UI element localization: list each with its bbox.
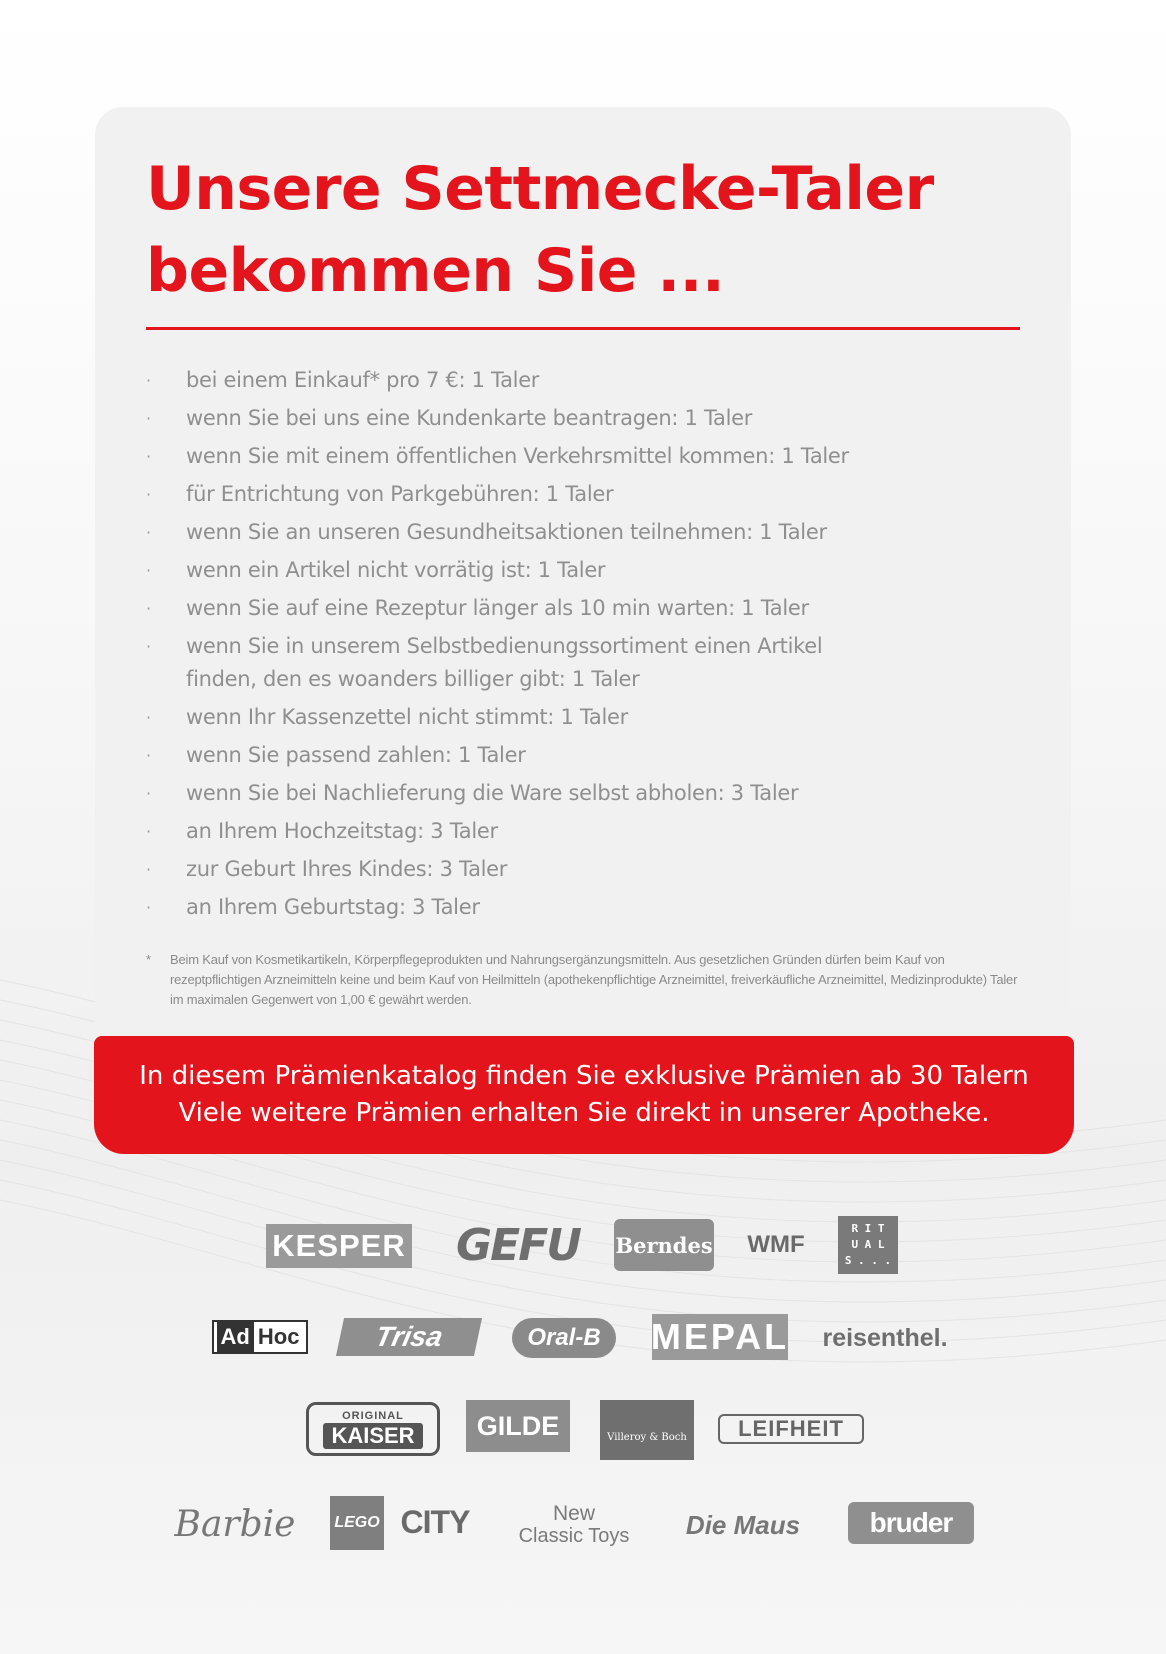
barbie-logo: Barbie [174,1503,296,1545]
list-item: · wenn Sie auf eine Rezeptur länger als 10 min warten: 1 Taler [146,596,809,620]
mepal-logo: MEPAL [652,1314,788,1360]
list-item: · wenn Sie in unserem Selbstbedienungssortiment einen Artikel finden, den es woanders billiger gibt: 1 Taler [146,634,823,691]
new-classic-toys-logo: New Classic Toys [518,1502,630,1547]
kaiser-logo: ORIGINAL KAISER [306,1402,440,1456]
lego-logo: LEGO [330,1496,384,1550]
banner-line-2: Viele weitere Prämien erhalten Sie direkt in unserer Apotheke. [178,1098,990,1128]
list-item: · für Entrichtung von Parkgebühren: 1 Taler [146,482,614,506]
reisenthel-logo: reisenthel. [822,1323,948,1352]
list-item: · an Ihrem Geburtstag: 3 Taler [146,895,480,919]
oralb-logo: Oral-B [512,1318,616,1358]
list-item: · wenn Ihr Kassenzettel nicht stimmt: 1 Taler [146,705,628,729]
list-item: · an Ihrem Hochzeitstag: 3 Taler [146,819,498,843]
banner-line-1: In diesem Prämienkatalog finden Sie exklusive Prämien ab 30 Talern [139,1061,1029,1091]
list-item: · wenn ein Artikel nicht vorrätig ist: 1 Taler [146,558,606,582]
adhoc-logo: Ad Hoc [212,1320,308,1354]
promo-banner [94,1036,1074,1154]
lego-city-logo: CITY [400,1503,470,1540]
list-item: · wenn Sie passend zahlen: 1 Taler [146,743,526,767]
page-title [146,148,1046,312]
list-item: · bei einem Einkauf* pro 7 €: 1 Taler [146,368,540,392]
gilde-logo: GILDE [466,1400,570,1452]
footnote-text: Beim Kauf von Kosmetikartikeln, Körperpflegeprodukten und Nahrungsergänzungsmitteln. Aus gesetzlichen Gründen dürfen beim Kauf von rezeptpflichtigen Arzneimitteln keine und beim Kauf von Heilmitteln (apothekenpflichtige Arzneimittel, freiverkäufliche Arzneimittel, Medizinprodukte) Taler im maximalen Gegenwert von 1,00 € gewährt werden. [170,952,1018,1007]
villeroy-boch-logo: Villeroy & Boch [600,1400,694,1460]
list-item: · wenn Sie bei Nachlieferung die Ware selbst abholen: 3 Taler [146,781,799,805]
die-maus-logo: Die Maus [685,1509,801,1540]
berndes-logo: Berndes [614,1219,714,1271]
footnote-marker: * [146,952,151,967]
kesper-logo: KESPER [266,1224,412,1268]
trisa-logo: Trisa [336,1318,482,1356]
list-item: · wenn Sie mit einem öffentlichen Verkehrsmittel kommen: 1 Taler [146,444,849,468]
gefu-logo: GEFU [456,1219,580,1271]
list-item: · wenn Sie bei uns eine Kundenkarte beantragen: 1 Taler [146,406,753,430]
taler-list [146,364,1026,929]
title-line-1: Unsere Settmecke-Taler [146,154,934,224]
bruder-logo: bruder [848,1502,974,1544]
footnote [146,950,1026,1010]
rituals-logo: R I T U A L S . . . [838,1216,898,1274]
list-item: · wenn Sie an unseren Gesundheitsaktionen teilnehmen: 1 Taler [146,520,827,544]
title-divider [146,327,1020,330]
title-line-2: bekommen Sie ... [146,236,725,306]
leifheit-logo: LEIFHEIT [718,1414,864,1444]
list-item: · zur Geburt Ihres Kindes: 3 Taler [146,857,508,881]
wmf-logo: WMF [747,1231,805,1258]
